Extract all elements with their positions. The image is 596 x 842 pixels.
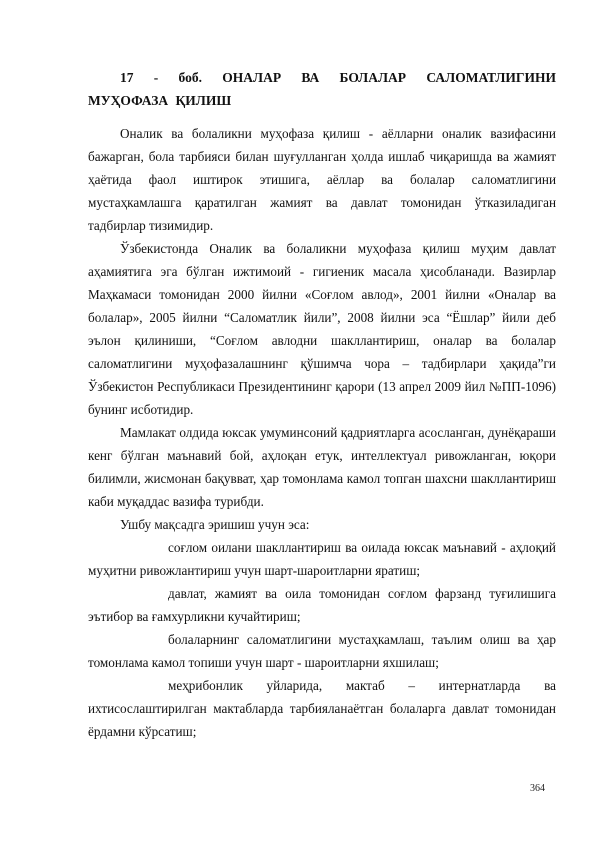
list-item: болаларнинг саломатлигини мустаҳкамлаш, таълим олиш ва ҳар томонлама камол топиши учун шарт - шароитларни яхшилаш; — [88, 632, 556, 670]
list-item: давлат, жамият ва оила томонидан соғлом фарзанд туғилишига эътибор ва ғамхурликни кучайтириш; — [88, 586, 556, 624]
paragraph: Ушбу мақсадга эришиш учун эса: — [120, 517, 310, 532]
list-item: меҳрибонлик уйларида, мактаб – интернатларда ва ихтисослаштирилган мактабларда тарбияланаётган болаларга давлат томонидан ёрдамни кўрсатиш; — [88, 678, 556, 739]
paragraph: Мамлакат олдида юксак умуминсоний қадриятларга асосланган, дунёқараши кенг бўлган маънавий бой, аҳлоқан етук, интеллектуал ривожланган, юқори билимли, жисмонан бақувват, ҳар томонлама камол топган шахсни шакллантириш каби муқаддас вазифа турибди. — [88, 425, 556, 509]
page-number: 364 — [530, 783, 545, 794]
page-content — [88, 66, 556, 743]
paragraph: Ўзбекистонда Оналик ва болаликни муҳофаза қилиш муҳим давлат аҳамиятига эга бўлган ижтимоий - гигиеник масала ҳисобланади. Вазирлар Маҳкамаси томонидан 2000 йилни «Соғлом авлод», 2001 йилни «Оналар ва болалар», 2005 йилни “Саломатлик йили”, 2008 йилни эса “Ёшлар” йили деб эълон қилиниши, “Соғлом авлодни шакллантириш, оналар ва болалар саломатлигини муҳофазалашнинг қўшимча чора – тадбирлари ҳақида”ги Ўзбекистон Республикаси Президентининг қарори (13 апрел 2009 йил №ПП-1096) бунинг исботидир. — [88, 241, 556, 417]
paragraph: Оналик ва болаликни муҳофаза қилиш - аёлларни оналик вазифасини бажарган, бола тарбияси билан шуғулланган ҳолда ишлаб чиқаришда ва жамият ҳаётида фаол иштирок этишига, аёллар ва болалар саломатлигини мустаҳкамлашга қаратилган жамият ва давлат томонидан ўтказиладиган тадбирлар тизимидир. — [88, 126, 556, 233]
list-item: соғлом оилани шакллантириш ва оилада юксак маънавий - аҳлоқий муҳитни ривожлантириш учун шарт-шароитларни яратиш; — [88, 540, 556, 578]
chapter-title: 17 - боб. ОНАЛАР ВА БОЛАЛАР САЛОМАТЛИГИНИ МУҲОФАЗА ҚИЛИШ — [88, 70, 556, 108]
